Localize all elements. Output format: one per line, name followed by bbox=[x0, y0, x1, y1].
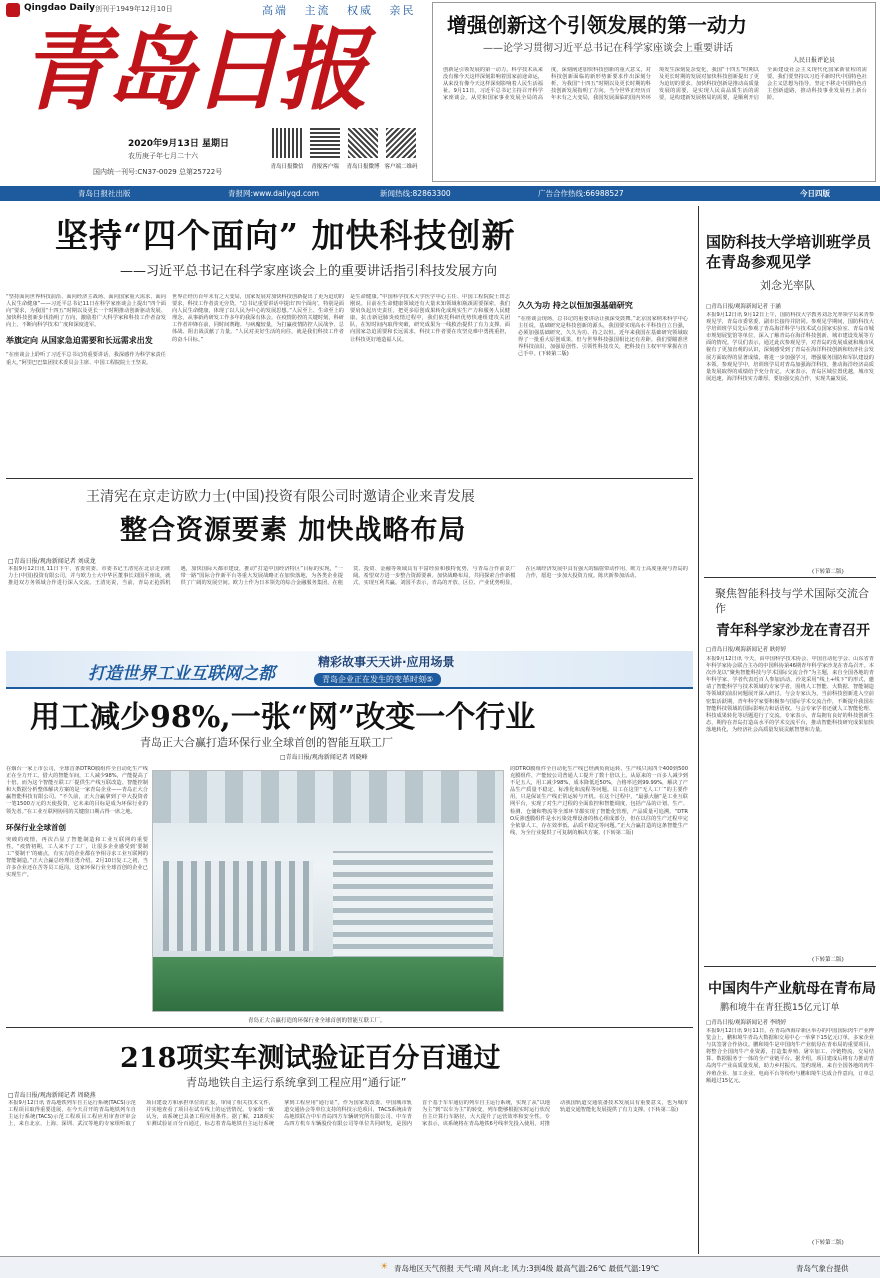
rail-end[interactable]: (下转第二版) bbox=[648, 1107, 679, 1114]
divider bbox=[6, 478, 693, 479]
side1-body: 本报9月12日讯 9月12日上午，国防科技大学教务刘念光率领学员来青参观见学，青岛市委常委、副市长接待并陪同。参观见学期间，国防科技大学培训班学员先后参观了青岛海洋科学与技术试点国家实验室、青岛市城市规划展览馆等单位，深入了解青岛在海洋科技创新、城市建设发展等方面的情况。学员们表示，通过此次参观见学，对青岛的发展成就和城市风貌有了更加直观的认识，深刻感受到了青岛在海洋科技创新和经济社会发展方面取得的显著成绩，将进一步加强学习，增强服务国防和军队建设的本领。参观见学中，培训班学员对青岛加强海洋科技、推动海洋经济高质量发展取得的成绩给予充分肯定。大家表示，青岛区域位置优越，城市发展迅速，海洋科技实力雄厚，要加强交流合作，实现共赢发展。 bbox=[706, 312, 874, 382]
lead-h2: 久久为功 持之以恒加强基础研究 bbox=[518, 301, 633, 310]
feature-body-col1: 在烟台一家上市公司，全球首条DTRO膜组件全自动化生产线正在全力开工。借大的智能车间，工人减少98%，产能提高了十倍。而为这个智能互联工厂提供生产线互联改造、智能控制和大数据分析整体解决方案的是一家青岛企业——青岛正大合赢智能科技有限公司。“不久前，正大合赢拿到了中大投资者一笔1500万元的天使投资，它未来的目标是成为环保行业的领先者。”在工业互联网协同的关键窗口期占得一席之地。 环保行业全球首创 突破的疫情，再次凸显了智能制造和工业互联网的重要性。“疫情初期，工人来不了工厂，让很多企业感受到‘要制工’‘要制干’的痛点，有实力的企业都在争相寻求工业互联网的智能制造。”正大合赢总经理汪勇介绍。2月10日复工之初，当许多企业还在苦等员工返岗，这家环保行业全球首创的企业已实现生产。 bbox=[6, 766, 148, 879]
masthead-logo: 青岛日报 bbox=[20, 17, 364, 123]
editorial-title: 增强创新这个引领发展的第一动力 bbox=[447, 13, 747, 37]
side2-body: 本报9月12日讯 今天，由中国科学技术协会、中国自动化学会、山东省青年科学家协会联合主办的中国科协第46期青年科学家沙龙在青岛召开。本次沙龙以“聚焦智能科技与学术国际交流合作”为主题，来自全国各地的青年科学家、学者代表近百人参加活动。沙龙采用“线上+线下”的形式，邀请了智能科学与技术领域的专家学者，围绕人工智能、大数据、智能制造等领域的前沿问题展开深入研讨。与会专家认为，当前科技创新进入空前密集活跃期，青年科学家要积极参与国际学术交流合作，不断提升我国在智能科技领域的国际影响力和话语权。与会专家学者还就人工智能伦理、科技成果转化等话题进行了交流。专家表示，青岛拥有良好的科技创新生态，期待在青岛打造高水平的学术交流平台，推动智能科技研究成果加快落地转化，为经济社会高质量发展贡献智慧和力量。 bbox=[706, 656, 874, 733]
second-byline: □青岛日报/观海新闻记者 刘成龙 bbox=[8, 558, 96, 565]
info-bar bbox=[0, 186, 880, 201]
lead-h1: 举旗定向 从国家急迫需要和长远需求出发 bbox=[6, 336, 153, 346]
divider bbox=[6, 1027, 693, 1028]
masthead-cn: 国内统一刊号:CN37-0029 总第25722号 bbox=[93, 168, 223, 176]
masthead-date: 2020年9月13日 星期日 bbox=[128, 139, 229, 149]
bar-item-pages: 今日四版 bbox=[800, 189, 830, 198]
weather-text: 青岛地区天气预报 天气:晴 风向:北 风力:3到4级 最高气温:26℃ 最低气温:19℃ bbox=[394, 1264, 660, 1273]
weather-icon: ☀ bbox=[380, 1262, 389, 1272]
qr-label-4: 客户端二维码 bbox=[384, 164, 418, 170]
rail-title[interactable]: 218项实车测试验证百分百通过 bbox=[120, 1043, 501, 1074]
qr-label-2: 青报客户端 bbox=[311, 164, 339, 170]
masthead-slogans bbox=[262, 2, 416, 18]
qr-label-1: 青岛日报微信 bbox=[270, 164, 304, 170]
second-story bbox=[0, 480, 693, 650]
side2-end[interactable]: (下转第二版) bbox=[812, 957, 844, 963]
qr-code-3 bbox=[348, 128, 378, 158]
side1-title[interactable]: 国防科技大学培训班学员在青岛参观见学 bbox=[706, 233, 872, 271]
feature-end[interactable]: (下转第二版) bbox=[603, 829, 634, 836]
feature-byline: □青岛日报/观海新闻记者 周晓峰 bbox=[280, 754, 368, 761]
masthead-founded: 创刊于1949年12月10日 bbox=[95, 5, 173, 13]
lead-body-col2: 世界正经历百年未有之大变局，国家发展对加快科技创新提出了更为迫切的要求，科技工作者责无旁贷。“总书记重要讲话中提出‘四个面向’，特别是面向人民生命健康，体现了以人民为中心的发展思想。”人民至上、生命至上的理念，从事新药研发工作多年的我深有体会。在疫情防控的关键时刻，科研工作者冲锋在前，同时间赛跑、与病魔较量，为打赢疫情防控人民战争、总体战、阻击战贡献了力量。“人民对美好生活的向往，就是我们科技工作者的奋斗目标。” bbox=[172, 294, 344, 343]
editorial-byline: 人民日报评论员 bbox=[793, 57, 836, 64]
qr-code-4 bbox=[386, 128, 416, 158]
divider bbox=[704, 577, 876, 578]
lead-body-col4: “在座谈会现场，总书记的重要讲话让我深受鼓舞。”北京国家纳米科学中心主任说，基础研究是科技创新的源头，我国要实现高水平科技自立自强，必须加强基础研究，久久为功、持之以恒。近年来我国在基础研究领域取得了一批重大原创成果，但与世界科技强国相比还有差距。我们要瞄准世界科技前沿，加强原创性、引领性科技攻关，把科技自主权牢牢掌握在自己手中。(下转第二版) bbox=[518, 316, 688, 358]
feature-body-col2: 的DTRO膜组件全自动化生产线已经满负荷运转，生产线只需四个400到500克膜组件，产能较公司普通人工提升了数十倍以上。从原来的一百多人减少到不足五人，用工减少98%，成本降低近50%，合格率达到99.99%，解决了产品生产质量不稳定、标准化和流程等问题。员工在这里“无人工厂”的主要作用，只是保证生产线正常运转与开机。在这个过程中，“最强大脑”是工业互联网平台，实现了对生产过程的全面监控和智能调度，包括产品的计划、生产、检测、仓储和物流等全部环节都实现了智能化管理，产品质量可追溯。“DTRO反渗透膜组件是水污染处理设备的核心组成部分，但在以往的生产过程中完全依靠人工，存在效率低、品质不稳定等问题。”正大合赢打造的这条智能生产线，为全行业提供了可复制的解决方案。(下转第二版) bbox=[510, 766, 688, 836]
masthead-logo-mark bbox=[6, 3, 20, 17]
rail-sub: 青岛地铁自主运行系统拿到工程应用“通行证” bbox=[186, 1076, 407, 1089]
slogan: 权威 bbox=[347, 4, 373, 17]
second-body: 本报9月12日讯 11日下午，省委常委、市委书记王清宪在北京走访欧力士(中国)投资有限公司，并与欧力士大中华区董事长刘国平座谈，就推进双方务领域合作进行深入交流。王清宪说，当前，青岛正抢抓机遇，加快国际大都市建设，推动“打造中国经济特区”目标的实现，“一带一路”国际合作新平台等重大发展战略正在加快落地，为各类企业提供了广阔的发展空间。欧力士作为日本领先的综合金融服务集团，在租赁、投资、金融等领域具有丰富经验和独特优势，与青岛合作前景广阔。希望双方进一步整合资源要素、加快战略布局，共同探索合作新模式，实现互利共赢。刘国平表示，青岛的开放、区位、产业优势明显，在区域经济发展中具有强大的辐射带动作用，欧力士高度重视与青岛的合作，愿进一步加大投资力度。陈庆新参加活动。 bbox=[8, 566, 688, 587]
side2-byline: □青岛日报/观海新闻记者 耿婷婷 bbox=[706, 647, 787, 653]
feature-title[interactable]: 用工减少98%,一张“网”改变一个行业 bbox=[30, 700, 536, 735]
qr-code-1 bbox=[272, 128, 302, 158]
column-divider bbox=[698, 206, 699, 1254]
photo-machine-left bbox=[163, 861, 313, 951]
lead-story bbox=[0, 206, 693, 478]
lead-title[interactable]: 坚持“四个面向” 加快科技创新 bbox=[55, 216, 516, 255]
side3-sub: 鹏和境牛在青狂揽15亿元订单 bbox=[720, 1003, 840, 1013]
masthead-lunar: 农历庚子年七月二十六 bbox=[128, 152, 198, 160]
bar-item-hotline: 新闻热线:82863300 bbox=[380, 189, 451, 198]
rail-byline: □青岛日报/观海新闻记者 周晓燕 bbox=[8, 1092, 96, 1099]
slogan: 高端 bbox=[262, 4, 288, 17]
top-editorial bbox=[432, 2, 876, 182]
side3-title[interactable]: 中国肉牛产业航母在青布局 bbox=[708, 981, 876, 997]
factory-photo bbox=[152, 770, 504, 1012]
side3-byline: □青岛日报/观海新闻记者 李晓婷 bbox=[706, 1020, 787, 1026]
slogan: 主流 bbox=[304, 4, 331, 17]
photo-floor bbox=[153, 957, 504, 1012]
side2-title[interactable]: 青年科学家沙龙在青召开 bbox=[716, 623, 870, 639]
feature-h: 环保行业全球首创 bbox=[6, 822, 66, 832]
side3-end[interactable]: (下转第二版) bbox=[812, 1240, 844, 1246]
photo-ceiling bbox=[153, 771, 504, 823]
masthead-en: Qingdao Daily bbox=[24, 3, 95, 13]
side1-byline: □青岛日报/观海新闻记者 于涵 bbox=[706, 304, 781, 310]
photo-machine-right bbox=[333, 851, 493, 961]
qr-label-3: 青岛日报微博 bbox=[346, 164, 380, 170]
side3-body: 本报9月12日讯 9月11日，在青岛西海岸新区举办的中国国际肉牛产业博览会上，鹏和境牛青岛大数据和交易中心一举拿下15亿元订单，多家企业与其签署合作协议。鹏和境牛是中国肉牛产业航母在青布局的重要项目，将整合全国肉牛产业资源，打造集养殖、屠宰加工、冷链物流、交易结算、数据服务于一体的全产业链平台。据介绍，项目建成后将有力推动青岛肉牛产业高质量发展，助力乡村振兴。签约现场，来自全国各地的肉牛养殖企业、加工企业、电商平台等纷纷与鹏和境牛达成合作意向，订单总额超过15亿元。 bbox=[706, 1028, 874, 1084]
side2-kicker: 聚焦智能科技与学术国际交流合作 bbox=[715, 587, 869, 615]
side1-end[interactable]: (下转第二版) bbox=[812, 569, 844, 575]
side1-sub: 刘念光率队 bbox=[760, 279, 815, 292]
bar-item: 青岛日报社出版 bbox=[78, 189, 131, 198]
second-kicker: 王清宪在京走访欧力士(中国)投资有限公司时邀请企业来青发展 bbox=[86, 489, 475, 505]
editorial-sub: ——论学习贯彻习近平总书记在科学家座谈会上重要讲话 bbox=[483, 43, 733, 54]
feature-sub: 青岛正大合赢打造环保行业全球首创的智能互联工厂 bbox=[140, 736, 393, 749]
feature-banner bbox=[6, 651, 693, 689]
lead-continue[interactable]: (下转第二版) bbox=[538, 351, 569, 358]
qr-code-2 bbox=[310, 128, 340, 158]
editorial-body: 创新是引领发展的第一动力。科学技术从来没有像今天这样深刻影响着国家前途命运，从来没有像今天这样深刻影响着人民生活福祉。9月11日，习近平总书记主持召开科学家座谈会，从党和国家事业发展全局的高度，深刻阐述加快科技创新的重大意义，对科技创新面临的新形势新要求作出深刻分析，为我国“十四五”时期以及更长时期的科技创新发展指明了方向。当今世界正经历百年未有之大变局，我国发展面临的国内外环境发生深刻复杂变化，我国“十四五”时期以及更长时期的发展对加快科技创新提出了更为迫切的要求。加快科技创新是推动高质量发展的需要，是实现人民高品质生活的需要，是构建新发展格局的需要，是顺利开启全面建设社会主义现代化国家新征程的需要。我们要坚持以习近平新时代中国特色社会主义思想为指导，坚定不移走中国特色自主创新道路，推动科技事业发展再上新台阶。 bbox=[443, 67, 867, 102]
second-title[interactable]: 整合资源要素 加快战略布局 bbox=[120, 515, 467, 546]
photo-caption: 青岛正大合赢打造的环保行业全球首创的智能互联工厂。 bbox=[248, 1018, 386, 1024]
divider bbox=[704, 966, 876, 967]
weather-bar bbox=[0, 1256, 880, 1278]
slogan: 亲民 bbox=[389, 4, 416, 17]
banner-title3: 青岛企业正在发生的变革时刻⑤ bbox=[314, 673, 441, 686]
bar-item-ad: 广告合作热线:66988527 bbox=[538, 189, 624, 198]
lead-sub: ——习近平总书记在科学家座谈会上的重要讲话指引科技发展方向 bbox=[120, 264, 498, 279]
lead-body-col3: 是生命健康。”中国科学技术大学医学中心主任、中国工程院院士田志刚说。目前在生命健康领域还有大量未知领域和瓶颈需要探索，我们要肩负起历史责任，把更多原创成果转化成现实生产力和服务人民健康。抗击新冠肺炎疫情过程中，我们依托科研优势快速组建攻关团队，在短时间内取得突破，研究成果为一线救治提供了有力支撑。面向国家急迫需要和长远需求，科技工作者要在攻坚克难中勇挑重担，让科技更好地造福人民。 bbox=[350, 294, 510, 343]
second-end: 陈庆新参加活动。 bbox=[598, 573, 640, 580]
masthead bbox=[0, 0, 425, 182]
lead-body-col1: “坚持面向世界科技前沿、面向经济主战场、面向国家重大需求、面向人民生命健康”——习近平总书记11日在科学家座谈会上提出“四个面向”要求，为我国“十四五”时期以及更长一个时期推动创新驱动发展、加快科技创新步伐指明了方向，激励着广大科学家和科技工作者奋发向上、不断向科学技术广度和深度进军。 举旗定向 从国家急迫需要和长远需求出发 “在座谈会上聆听了习近平总书记的重要讲话，我深感作为科学家责任重大。”阿里巴巴集团技术委员会主席、中国工程院院士王坚说。 bbox=[6, 294, 166, 366]
banner-title2: 精彩故事天天讲·应用场景 bbox=[318, 655, 455, 669]
rail-body: 本报9月12日讯 青岛地铁列车自主运行系统(TACS)示范工程项目取得重要进展，在今天召开的青岛地铁列车自主运行系统(TACS)示范工程项目工程应用审查评审会上，来自北京、上海、深圳、武汉等地的专家组听取了项目建设方和承担单位的汇报，审阅了相关技术文件，并实地查看了项目在试车线上的运营情况。专家组一致认为，该系统已具备工程应用条件。据了解，218项实车测试验证百分百通过，标志着青岛地铁自主运行系统拿到工程应用“通行证”。作为国家发改委、中国城市轨道交通协会等单位支持的科技示范项目，TACS系统由青岛地铁联合中车青岛四方车辆研究所有限公司、中车青岛四方机车车辆股份有限公司等单位共同研发，是国内首个基于车车通信的列车自主运行系统，实现了从“以地为主”到“以车为主”的转变，列车能够根据实时运行状况自主计算行车路径，大大提升了运营效率和安全性。专家表示，该系统将在青岛地铁6号线率先投入使用，对推动我国轨道交通装备技术发展具有重要意义，也为城市轨道交通智能化发展提供了有力支撑。(下转第二版) bbox=[8, 1100, 688, 1128]
banner-title: 打造世界工业互联网之都 bbox=[88, 664, 275, 684]
weather-office: 青岛气象台提供 bbox=[796, 1264, 849, 1273]
bar-item-web[interactable]: 青报网:www.dailyqd.com bbox=[228, 189, 320, 198]
